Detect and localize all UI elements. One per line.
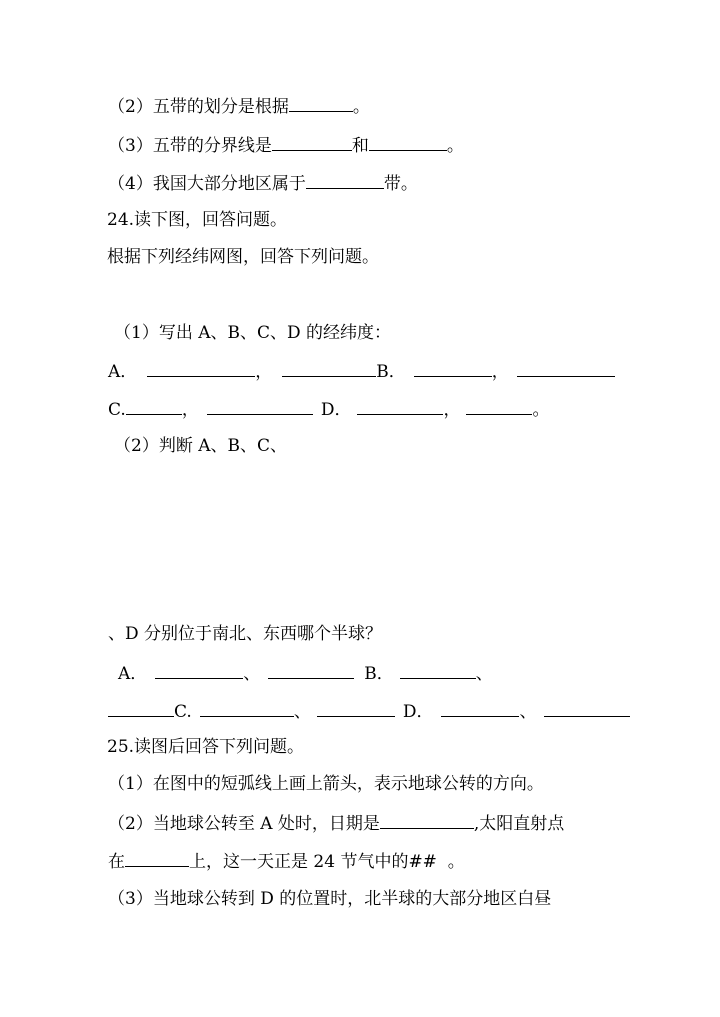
answer-blank[interactable] [207,399,313,415]
answer-blank[interactable] [125,851,189,867]
q24-hemi-row-ab: A． 、 B． 、 [118,664,493,684]
q24-title: 24.读下图，回答问题。 [107,210,288,230]
answer-blank[interactable] [306,173,384,189]
answer-blank[interactable] [147,361,255,377]
answer-blank[interactable] [317,701,395,717]
q24-row-ab: A． ， B． ， [108,361,615,382]
q23-line-3: （3）五带的分界线是 和 。 [108,136,464,156]
answer-blank[interactable] [357,399,443,415]
q23-line-2: （2）五带的划分是根据 。 [108,97,370,117]
q24-part2-prompt: （2）判断 A、B、C、 [114,436,287,456]
answer-blank[interactable] [441,701,519,717]
q25-part1: （1）在图中的短弧线上画上箭头，表示地球公转的方向。 [108,774,544,794]
q25-part3: （3）当地球公转到 D 的位置时，北半球的大部分地区白昼 [108,889,552,909]
answer-blank[interactable] [466,399,532,415]
answer-blank[interactable] [272,135,352,151]
answer-blank[interactable] [380,813,474,829]
q24-subtitle: 根据下列经纬网图，回答下列问题。 [107,247,379,267]
answer-blank[interactable] [369,135,447,151]
answer-blank[interactable] [268,663,354,679]
q24-part1-prompt: （1）写出 A、B、C、D 的经纬度： [114,323,392,343]
q24-row-cd: C. ， D． ， 。 [108,400,550,420]
answer-blank[interactable] [155,663,243,679]
answer-blank[interactable] [517,361,615,377]
answer-blank[interactable] [200,701,294,717]
answer-blank[interactable] [414,361,492,377]
answer-blank[interactable] [108,701,174,717]
q25-part2-line1: （2）当地球公转至 A 处时，日期是 ,太阳直射点 [108,814,565,834]
q25-title: 25.读图后回答下列问题。 [107,737,305,757]
answer-blank[interactable] [544,701,630,717]
answer-blank[interactable] [282,361,376,377]
answer-blank[interactable] [126,399,182,415]
answer-blank[interactable] [400,663,476,679]
q25-part2-line2: 在 上，这一天正是 24 节气中的## 。 [108,852,465,872]
q24-hemi-row-cd: C. 、 D． 、 [108,701,630,722]
q23-line-4: （4）我国大部分地区属于 带。 [108,174,418,194]
answer-blank[interactable] [289,96,353,112]
q24-part2-continued: 、D 分别位于南北、东西哪个半球？ [108,624,383,644]
